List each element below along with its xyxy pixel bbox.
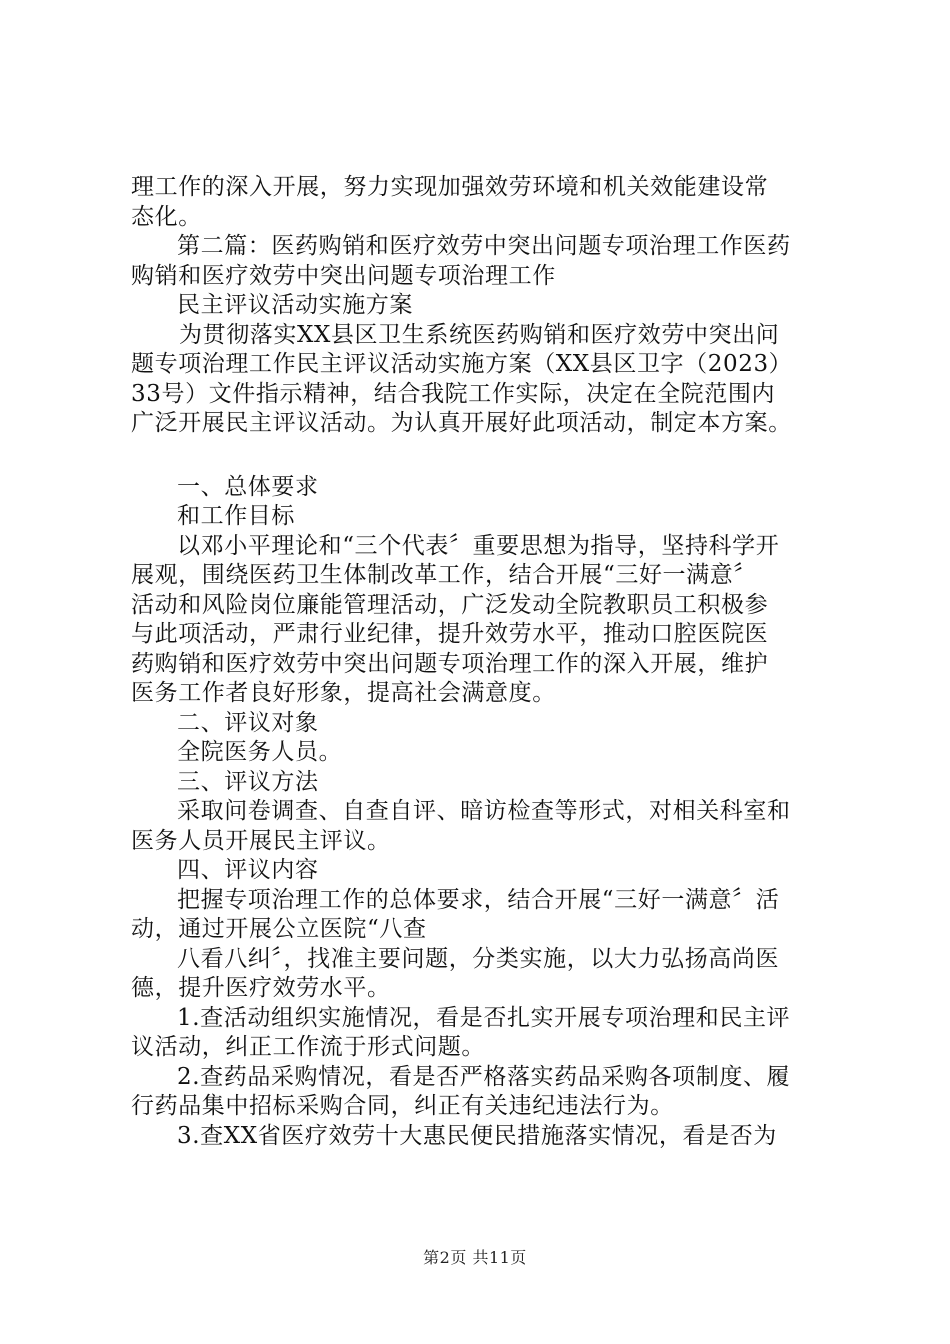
heading-evaluation-method: 三、评议方法 <box>177 768 319 795</box>
text-line: 议活动，纠正工作流于形式问题。 <box>131 1034 485 1060</box>
text-line: 活动和风险岗位廉能管理活动，广泛发动全院教职员工积极参 <box>131 591 769 618</box>
text-line: 八看八纠〞，找准主要问题，分类实施，以大力弘扬高尚医 <box>177 945 780 972</box>
text-line: 采取问卷调查、自查自评、暗访检查等形式，对相关科室和 <box>177 798 791 824</box>
document-subtitle: 民主评议活动实施方案 <box>177 292 413 318</box>
list-item-2: 2.查药品采购情况，看是否严格落实药品采购各项制度、履 <box>177 1063 791 1090</box>
text-line: 展观，围绕医药卫生体制改革工作，结合开展“三好一满意〞 <box>131 562 757 588</box>
list-item-3: 3.查XX省医疗效劳十大惠民便民措施落实情况，看是否为 <box>177 1122 777 1149</box>
text-line: 为贯彻落实XX县区卫生系统医药购销和医疗效劳中突出问 <box>179 321 780 348</box>
heading-evaluation-target: 二、评议对象 <box>177 709 319 736</box>
list-item-1: 1.查活动组织实施情况，看是否扎实开展专项治理和民主评 <box>177 1004 791 1031</box>
text-line: 广泛开展民主评议活动。为认真开展好此项活动，制定本方案。 <box>131 410 792 436</box>
text-line: 动，通过开展公立医院“八查 <box>131 916 427 942</box>
text-line: 行药品集中招标采购合同，纠正有关违纪违法行为。 <box>131 1093 674 1119</box>
text-line: 德，提升医疗效劳水平。 <box>131 975 391 1001</box>
text-line: 医务人员开展民主评议。 <box>131 827 391 854</box>
document-body <box>131 173 841 1151</box>
heading-general-requirements: 一、总体要求 <box>177 473 319 500</box>
text-line: 与此项活动，严肃行业纪律，提升效劳水平，推动口腔医院医 <box>131 621 769 647</box>
text-line: 全院医务人员。 <box>177 739 343 765</box>
text-line: 题专项治理工作民主评议活动实施方案（XX县区卫字（2023） <box>131 351 793 377</box>
heading-evaluation-content: 四、评议内容 <box>177 857 319 883</box>
text-line: 态化。 <box>131 203 202 230</box>
paragraph-gap <box>131 439 841 473</box>
heading-work-goals: 和工作目标 <box>177 503 295 529</box>
text-line: 药购销和医疗效劳中突出问题专项治理工作的深入开展，维护 <box>131 650 769 677</box>
section-heading: 第二篇：医药购销和医疗效劳中突出问题专项治理工作医药 <box>177 233 791 259</box>
text-line: 医务工作者良好形象，提高社会满意度。 <box>131 680 556 706</box>
text-line: 理工作的深入开展，努力实现加强效劳环境和机关效能建设常 <box>131 174 769 200</box>
section-heading-cont: 购销和医疗效劳中突出问题专项治理工作 <box>131 262 556 289</box>
text-line: 以邓小平理论和“三个代表〞重要思想为指导，坚持科学开 <box>177 532 780 559</box>
page-number-footer: 第2页 共11页 <box>423 1248 527 1267</box>
text-line: 33号）文件指示精神，结合我院工作实际，决定在全院范围内 <box>131 380 776 407</box>
text-line: 把握专项治理工作的总体要求，结合开展“三好一满意〞活 <box>177 886 780 913</box>
